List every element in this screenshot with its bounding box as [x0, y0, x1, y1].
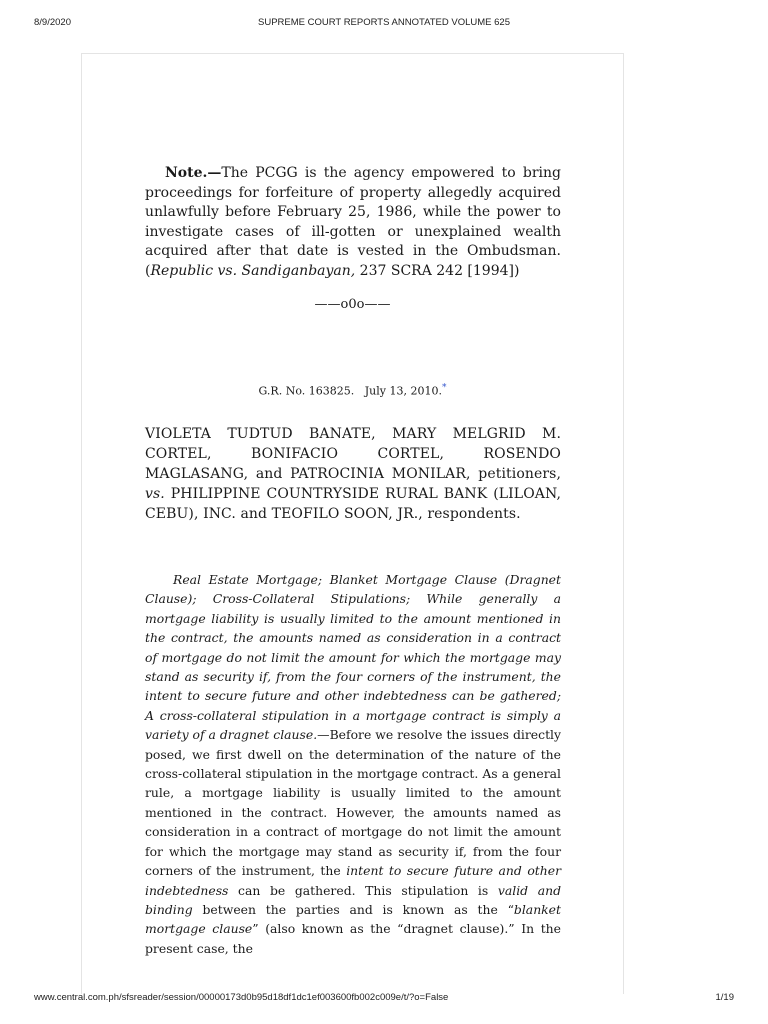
and-connector: and	[235, 506, 272, 522]
petitioners-names: VIOLETA TUDTUD BANATE, MARY MELGRID M. CORTEL, BONIFACIO CORTEL, ROSENDO MAGLASANG, and PATROCINIA MONILAR,	[145, 426, 561, 482]
syllabus-italic-1: intent to secure future and other indebtedness	[145, 863, 561, 898]
note-citation: 237 SCRA 242 [1994])	[355, 262, 520, 279]
respondent-bank: PHILIPPINE COUNTRYSIDE RURAL BANK (LILOAN, CEBU), INC.	[145, 486, 561, 522]
note-case-name: Republic vs. Sandiganbayan,	[150, 262, 356, 279]
page-indicator: 1/19	[715, 992, 734, 1003]
respondent-individual: TEOFILO SOON, JR.	[271, 506, 419, 522]
section-separator: ——o0o——	[314, 297, 391, 312]
note-text: The PCGG is the agency empowered to bring proceedings for forfeiture of property allegedly acquired unlawfully before February 25, 1986, while the power to investigate cases of ill-gotten or unexplained wealth acquired after that date is vested in the Ombudsman. (	[145, 165, 561, 279]
syllabus-paragraph	[145, 570, 561, 958]
page-header	[0, 17, 768, 31]
print-date: 8/9/2020	[34, 17, 71, 28]
syllabus-italic-3: blanket mortgage clause	[145, 901, 561, 937]
syllabus-body-2: can be gathered. This stipulation is	[228, 882, 498, 898]
case-number-line	[82, 383, 623, 398]
document-page	[81, 53, 624, 994]
syllabus-italic-2: valid and binding	[145, 882, 561, 917]
syllabus-body-1: —Before we resolve the issues directly posed, we first dwell on the determination of the nature of the cross-collateral stipulation in the mortgage contract. As a general rule, a mortgage liability is usually limited to the amount mentioned in the contract. However, the amounts named as consideration in a contract of mortgage do not limit the amount for which the mortgage may stand as security if, from the four corners of the instrument, the	[145, 727, 562, 879]
petitioners-label: petitioners,	[470, 466, 561, 482]
note-dash: —	[207, 165, 222, 181]
syllabus-body-3: between the parties and is known as the “	[192, 901, 514, 917]
syllabus-headnote: Real Estate Mortgage; Blanket Mortgage Clause (Dragnet Clause); Cross-Collateral Stipulations; While generally a mortgage liability is usually limited to the amount mentioned in the contract, the amounts named as consideration in a contract of mortgage do not limit the amount for which the mortgage may stand as security if, from the four corners of the instrument, the intent to secure future and other indebtedness can be gathered; A cross-collateral stipulation in a mortgage contract is simply a variety of a dragnet clause.	[145, 572, 561, 743]
case-parties	[145, 424, 561, 524]
note-paragraph	[145, 164, 561, 282]
page-url: www.central.com.ph/sfsreader/session/00000173d0b95d18df1dc1ef003600fb002c009e/t/?o=False	[34, 992, 449, 1003]
syllabus-body-4: ” (also known as the “dragnet clause).” In the present case, the	[145, 921, 561, 956]
note-label: Note.	[165, 165, 208, 181]
respondents-label: , respondents.	[418, 506, 521, 522]
gr-number: G.R. No. 163825.	[258, 384, 355, 398]
versus-label: vs.	[145, 486, 165, 502]
footnote-link[interactable]: *	[441, 383, 447, 393]
case-date: July 13, 2010.	[364, 384, 442, 398]
document-title: SUPREME COURT REPORTS ANNOTATED VOLUME 625	[258, 17, 510, 28]
page-footer	[0, 992, 768, 1006]
